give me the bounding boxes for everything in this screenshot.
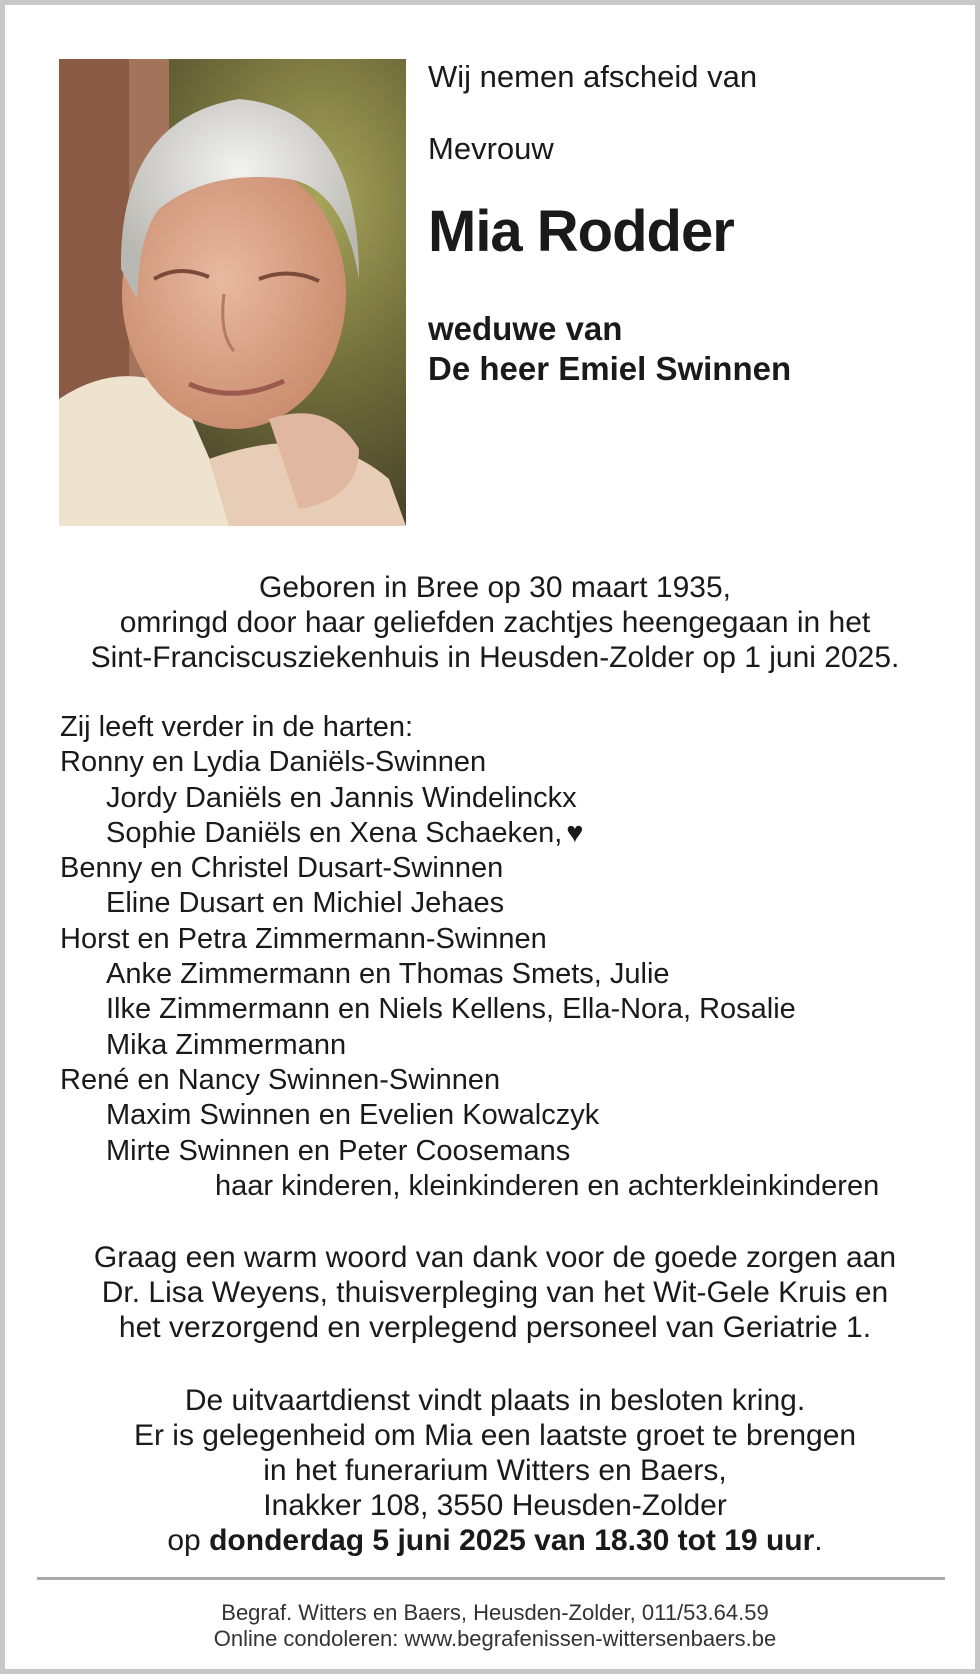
family-member: Eline Dusart en Michiel Jehaes (106, 887, 505, 920)
family-member: Jordy Daniëls en Jannis Windelinckx (106, 781, 577, 814)
salutation: Mevrouw (428, 131, 554, 166)
family-intro: Zij leeft verder in de harten: (60, 711, 414, 743)
heart-icon: ♥ (566, 816, 584, 849)
family-list (60, 710, 940, 1204)
widow-line-1: weduwe van (428, 310, 623, 347)
date-prefix: op (167, 1524, 210, 1557)
deceased-name: Mia Rodder (428, 199, 734, 264)
text-line: Dr. Lisa Weyens, thuisverpleging van het Wit-Gele Kruis en (101, 1276, 889, 1309)
widow-line-2: De heer Emiel Swinnen (428, 350, 792, 387)
intro-text: Wij nemen afscheid van (428, 59, 758, 94)
family-member: René en Nancy Swinnen-Swinnen (60, 1063, 501, 1096)
family-member: Mika Zimmermann (106, 1028, 347, 1061)
text-line: het verzorgend en verplegend personeel van Geriatrie 1. (118, 1311, 872, 1344)
service-date: donderdag 5 juni 2025 van 18.30 tot 19 uur (209, 1524, 815, 1557)
widow-of (428, 309, 948, 389)
text-line: Inakker 108, 3550 Heusden-Zolder (263, 1489, 727, 1522)
funeral-home-line: Begraf. Witters en Baers, Heusden-Zolder, 011/53.64.59 (221, 1600, 769, 1625)
text-line: Geboren in Bree op 30 maart 1935, (259, 571, 731, 604)
family-closing: haar kinderen, kleinkinderen en achterkleinkinderen (215, 1169, 880, 1202)
service-date-line (35, 1523, 955, 1558)
family-member: Ilke Zimmermann en Niels Kellens, Ella-Nora, Rosalie (106, 993, 796, 1026)
footer (35, 1600, 955, 1652)
family-member: Anke Zimmermann en Thomas Smets, Julie (106, 958, 670, 991)
condolence-line: Online condoleren: www.begrafenissen-wittersenbaers.be (213, 1626, 777, 1651)
text-line: Er is gelegenheid om Mia een laatste groet te brengen (133, 1419, 857, 1452)
family-member: Mirte Swinnen en Peter Coosemans (106, 1134, 571, 1167)
text-line: Sint-Franciscusziekenhuis in Heusden-Zolder op 1 juni 2025. (90, 641, 900, 674)
family-member (60, 816, 940, 851)
text-line: De uitvaartdienst vindt plaats in besloten kring. (184, 1384, 806, 1417)
thanks-paragraph (35, 1240, 955, 1345)
family-member: Horst en Petra Zimmermann-Swinnen (60, 922, 547, 955)
text-line: Graag een warm woord van dank voor de goede zorgen aan (93, 1241, 897, 1274)
divider (37, 1577, 945, 1580)
family-member: Ronny en Lydia Daniëls-Swinnen (60, 746, 487, 779)
family-member-text: Sophie Daniëls en Xena Schaeken, (106, 816, 563, 849)
service-paragraph (35, 1383, 955, 1558)
date-suffix: . (814, 1524, 823, 1557)
portrait-image (59, 59, 406, 526)
text-line: in het funerarium Witters en Baers, (263, 1454, 727, 1487)
text-line: omringd door haar geliefden zachtjes heengegaan in het (119, 606, 871, 639)
announcement-header (428, 57, 948, 389)
portrait-photo (59, 59, 406, 526)
birth-death-paragraph (35, 570, 955, 675)
family-member: Maxim Swinnen en Evelien Kowalczyk (106, 1099, 600, 1132)
family-member: Benny en Christel Dusart-Swinnen (60, 852, 504, 885)
